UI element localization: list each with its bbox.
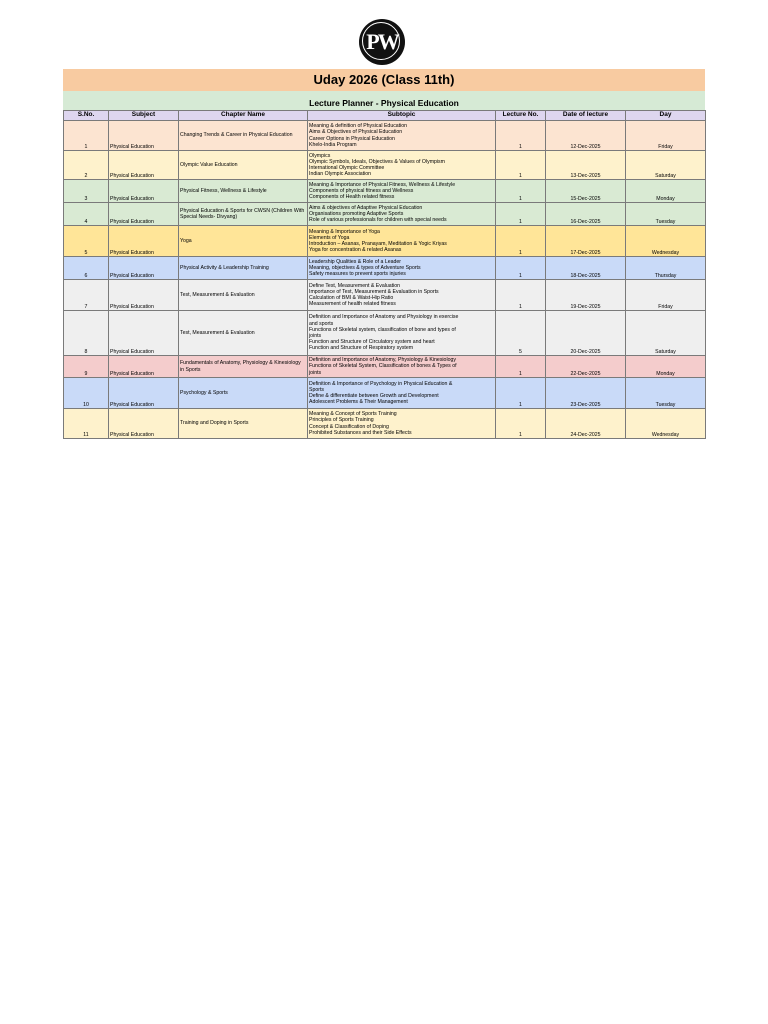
subtopic-line: Indian Olympic Association <box>309 171 371 178</box>
day-cell: Saturday <box>626 151 706 180</box>
day-cell: Friday <box>626 280 706 311</box>
subtopic-line: Olympic Symbols, Ideals, Objectives & Values of Olympism <box>309 158 445 165</box>
subtopic-line: Functions of Skeletal System, Classification of bones & Types of <box>309 363 457 370</box>
sno-cell: 2 <box>64 151 109 180</box>
subtopic-line: Measurement of health related fitness <box>309 301 396 308</box>
date-cell: 15-Dec-2025 <box>546 180 626 203</box>
subtopic-cell <box>308 356 496 378</box>
chapter-cell: Psychology & Sports <box>179 378 308 409</box>
sheet-title: Uday 2026 (Class 11th) <box>63 69 705 91</box>
sno-cell: 5 <box>64 226 109 257</box>
table-row <box>64 121 706 151</box>
table-row <box>64 257 706 280</box>
subject-cell: Physical Education <box>109 151 179 180</box>
sno-cell: 3 <box>64 180 109 203</box>
chapter-cell: Test, Measurement & Evaluation <box>179 311 308 356</box>
day-cell: Saturday <box>626 311 706 356</box>
date-cell: 18-Dec-2025 <box>546 257 626 280</box>
lecture-no-cell: 1 <box>496 280 546 311</box>
subtopic-cell <box>308 378 496 409</box>
subject-cell: Physical Education <box>109 409 179 439</box>
date-cell: 16-Dec-2025 <box>546 203 626 226</box>
sno-cell: 8 <box>64 311 109 356</box>
table-row <box>64 356 706 378</box>
col-header-sno: S.No. <box>64 111 109 121</box>
subject-cell: Physical Education <box>109 180 179 203</box>
subtopic-line: joints <box>309 369 322 376</box>
subtopic-line: Define Test, Measurement & Evaluation <box>309 282 401 289</box>
date-cell: 23-Dec-2025 <box>546 378 626 409</box>
pw-logo <box>359 19 405 65</box>
table-row <box>64 203 706 226</box>
date-cell: 12-Dec-2025 <box>546 121 626 151</box>
table-row <box>64 311 706 356</box>
lecture-no-cell: 1 <box>496 151 546 180</box>
subtopic-line: Elements of Yoga <box>309 234 350 241</box>
subtopic-line: Leadership Qualities & Role of a Leader <box>309 258 401 265</box>
subtopic-line: Principles of Sports Training <box>309 417 374 424</box>
subtopic-line: Functions of Skeletal system, classification of bone and types of <box>309 326 456 333</box>
subtopic-line: Meaning & definition of Physical Education <box>309 123 408 130</box>
subtopic-line: Define & differentiate between Growth and Development <box>309 393 439 399</box>
date-cell: 20-Dec-2025 <box>546 311 626 356</box>
subtopic-line: Importance of Test, Measurement & Evaluation in Sports <box>309 288 439 295</box>
lecture-no-cell: 1 <box>496 409 546 439</box>
lecture-no-cell: 1 <box>496 203 546 226</box>
subtopic-line: Definition and Importance of Anatomy, Physiology & Kinesiology <box>309 357 456 364</box>
chapter-cell: Physical Fitness, Wellness & Lifestyle <box>179 180 308 203</box>
subtopic-line: Aims & objectives of Adaptive Physical Education <box>309 204 423 211</box>
subject-cell: Physical Education <box>109 356 179 378</box>
logo-text: PW <box>366 29 398 54</box>
day-cell: Monday <box>626 180 706 203</box>
subtopic-line: and sports <box>309 320 334 327</box>
header-row <box>64 111 706 121</box>
sno-cell: 11 <box>64 409 109 439</box>
lecture-planner-sheet <box>63 69 705 439</box>
subtopic-line: Definition & Importance of Psychology in Physical Education & <box>309 380 453 387</box>
planner-rows <box>64 121 706 439</box>
day-cell: Thursday <box>626 257 706 280</box>
sno-cell: 1 <box>64 121 109 151</box>
sno-cell: 9 <box>64 356 109 378</box>
subtopic-line: Prohibited Substances and their Side Effects <box>309 429 412 436</box>
planner-table <box>63 110 706 439</box>
col-header-subtopic: Subtopic <box>308 111 496 121</box>
lecture-no-cell: 1 <box>496 180 546 203</box>
table-row <box>64 378 706 409</box>
subtopic-cell <box>308 409 496 439</box>
table-row <box>64 180 706 203</box>
sno-cell: 10 <box>64 378 109 409</box>
subtopic-line: Meaning, objectives & types of Adventure Sports <box>309 264 421 271</box>
subtopic-line: Olympics <box>309 152 331 159</box>
chapter-cell: Fundamentals of Anatomy, Physiology & Kinesiology in Sports <box>179 356 308 378</box>
subtopic-line: Aims & Objectives of Physical Education <box>309 129 403 136</box>
sno-cell: 4 <box>64 203 109 226</box>
lecture-no-cell: 1 <box>496 226 546 257</box>
subtopic-cell <box>308 280 496 311</box>
subtopic-cell <box>308 121 496 151</box>
lecture-no-cell: 1 <box>496 378 546 409</box>
subtopic-cell <box>308 257 496 280</box>
subtopic-line: Adolescent Problems & Their Management <box>309 399 408 406</box>
date-cell: 24-Dec-2025 <box>546 409 626 439</box>
subtopic-cell <box>308 151 496 180</box>
table-row <box>64 226 706 257</box>
date-cell: 19-Dec-2025 <box>546 280 626 311</box>
subject-cell: Physical Education <box>109 203 179 226</box>
subtopic-line: Sports <box>309 386 324 393</box>
subtopic-line: Meaning & Concept of Sports Training <box>309 411 397 418</box>
sno-cell: 7 <box>64 280 109 311</box>
day-cell: Friday <box>626 121 706 151</box>
subject-cell: Physical Education <box>109 280 179 311</box>
subtopic-line: joints <box>309 333 322 339</box>
date-cell: 22-Dec-2025 <box>546 356 626 378</box>
sno-cell: 6 <box>64 257 109 280</box>
subtopic-cell <box>308 226 496 257</box>
day-cell: Wednesday <box>626 409 706 439</box>
chapter-cell: Training and Doping in Sports <box>179 409 308 439</box>
col-header-subject: Subject <box>109 111 179 121</box>
subject-cell: Physical Education <box>109 257 179 280</box>
table-row <box>64 280 706 311</box>
subtopic-line: Components of Health related fitness <box>309 194 395 201</box>
subtopic-line: Definition and Importance of Anatomy and Physiology in exercise <box>309 314 459 321</box>
col-header-day: Day <box>626 111 706 121</box>
subtopic-cell <box>308 311 496 356</box>
subtopic-line: Concept & Classification of Doping <box>309 423 389 430</box>
day-cell: Wednesday <box>626 226 706 257</box>
subtopic-line: Organisations promoting Adaptive Sports <box>309 210 404 217</box>
subtopic-cell <box>308 203 496 226</box>
table-row <box>64 151 706 180</box>
day-cell: Monday <box>626 356 706 378</box>
col-header-lecture-no: Lecture No. <box>496 111 546 121</box>
chapter-cell: Test, Measurement & Evaluation <box>179 280 308 311</box>
subject-cell: Physical Education <box>109 226 179 257</box>
chapter-cell: Yoga <box>179 226 308 257</box>
subtopic-line: Yoga for concentration & related Asanas <box>309 247 402 254</box>
subtopic-line: Calculation of BMI & Waist-Hip Ratio <box>309 295 394 301</box>
col-header-chapter: Chapter Name <box>179 111 308 121</box>
subtopic-line: Meaning & Importance of Physical Fitness, Wellness & Lifestyle <box>309 181 456 188</box>
subtopic-line: Components of physical fitness and Wellness <box>309 187 414 194</box>
subtopic-line: Function and Structure of Respiratory system <box>309 345 414 352</box>
subtopic-line: Role of various professionals for children with special needs <box>309 217 447 224</box>
subject-cell: Physical Education <box>109 121 179 151</box>
col-header-date: Date of lecture <box>546 111 626 121</box>
lecture-no-cell: 5 <box>496 311 546 356</box>
lecture-no-cell: 1 <box>496 121 546 151</box>
subject-cell: Physical Education <box>109 378 179 409</box>
chapter-cell: Changing Trends & Career in Physical Education <box>179 121 308 151</box>
subtopic-line: Introduction – Asanas, Pranayam, Meditation & Yogic Kriyas <box>309 241 447 247</box>
lecture-no-cell: 1 <box>496 257 546 280</box>
date-cell: 17-Dec-2025 <box>546 226 626 257</box>
day-cell: Tuesday <box>626 378 706 409</box>
chapter-cell: Physical Activity & Leadership Training <box>179 257 308 280</box>
lecture-no-cell: 1 <box>496 356 546 378</box>
subtopic-line: Khelo-India Program <box>309 141 357 148</box>
subtopic-line: Meaning & Importance of Yoga <box>309 228 380 235</box>
chapter-cell: Physical Education & Sports for CWSN (Children With Special Needs- Divyang) <box>179 203 308 226</box>
subtopic-line: Safety measures to prevent sports injuries <box>309 271 406 278</box>
subtopic-line: Function and Structure of Circulatory system and heart <box>309 339 435 346</box>
subtopic-cell <box>308 180 496 203</box>
day-cell: Tuesday <box>626 203 706 226</box>
sheet-subtitle: Lecture Planner - Physical Education <box>63 91 705 110</box>
subtopic-line: Career Options in Physical Education <box>309 135 395 142</box>
subtopic-line: International Olympic Committee <box>309 165 385 171</box>
date-cell: 13-Dec-2025 <box>546 151 626 180</box>
subject-cell: Physical Education <box>109 311 179 356</box>
table-row <box>64 409 706 439</box>
chapter-cell: Olympic Value Education <box>179 151 308 180</box>
